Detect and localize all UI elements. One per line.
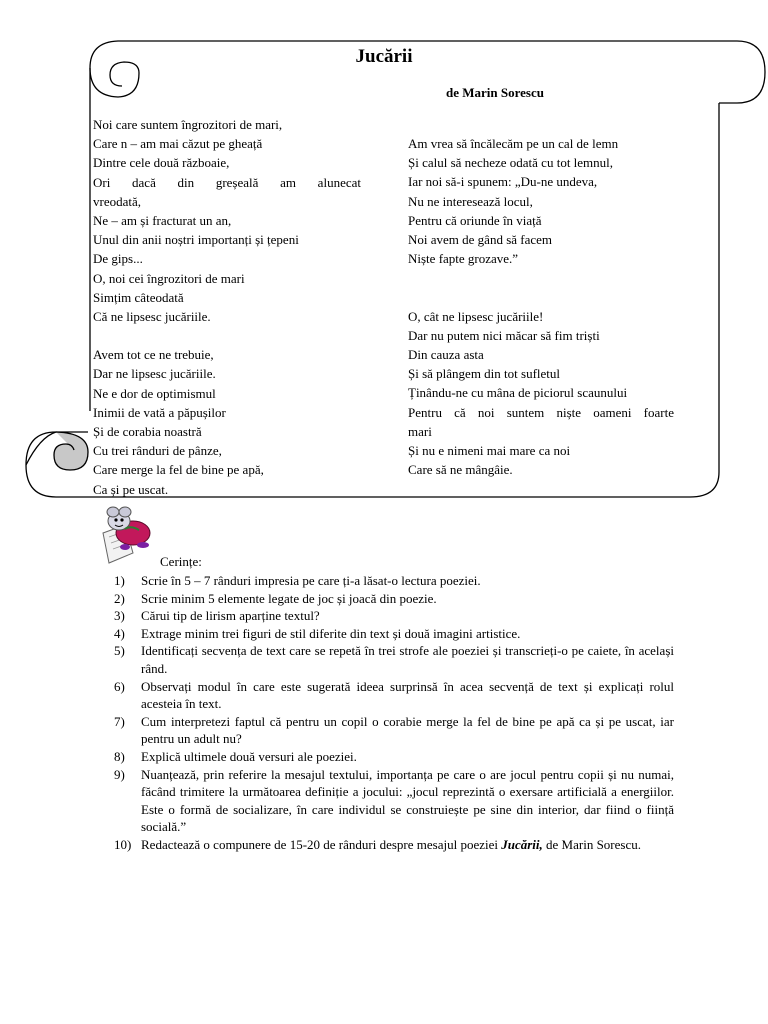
poem-line: Ca și pe uscat. bbox=[93, 481, 169, 497]
poem-line: Am vrea să încălecăm pe un cal de lemn bbox=[408, 136, 619, 151]
poem-line: Simțim câteodată bbox=[93, 289, 184, 305]
poem-line: Care n – am mai căzut pe gheață bbox=[93, 136, 263, 152]
requirement-item bbox=[114, 642, 674, 677]
poem-line: Și calul să necheze odată cu tot lemnul, bbox=[408, 155, 614, 171]
poem-line: Pentru că oriunde în viață bbox=[408, 212, 542, 228]
requirement-number: 7) bbox=[114, 713, 125, 729]
requirement-text: Extrage minim trei figuri de stil diferite din text și două imagini artistice. bbox=[141, 625, 521, 641]
requirement-number: 10) bbox=[114, 836, 132, 852]
requirement-number: 6) bbox=[114, 678, 125, 694]
requirement-number: 9) bbox=[114, 766, 125, 782]
poem-line: Dar nu putem nici măcar să fim triști bbox=[408, 327, 600, 343]
poem-line: Dintre cele două războaie, bbox=[93, 155, 230, 171]
poem-line: Care merge la fel de bine pe apă, bbox=[93, 462, 264, 478]
requirement-number: 2) bbox=[114, 590, 125, 606]
poem-line: vreodată, bbox=[93, 193, 142, 209]
requirement-number: 1) bbox=[114, 573, 125, 588]
requirement-item bbox=[114, 678, 674, 713]
requirement-text: Scrie minim 5 elemente legate de joc și joacă din poezie. bbox=[141, 590, 437, 606]
poem-line: Dar ne lipsesc jucăriile. bbox=[93, 366, 216, 382]
poem-line: Inimii de vată a păpușilor bbox=[93, 404, 226, 420]
requirement-item bbox=[114, 607, 674, 625]
requirement-text: Scrie în 5 – 7 rânduri impresia pe care ți-a lăsat-o lectura poeziei. bbox=[141, 573, 481, 588]
requirement-item bbox=[114, 572, 674, 590]
poem-line: O, noi cei îngrozitori de mari bbox=[93, 270, 245, 286]
poem-title-reference: Jucării, bbox=[501, 836, 543, 852]
requirement-number: 5) bbox=[114, 643, 125, 659]
poem-title: Jucării bbox=[355, 46, 413, 67]
poem-line: Unul din anii noștri importanți și țepeni bbox=[93, 232, 299, 248]
requirement-text-after: de Marin Sorescu. bbox=[542, 836, 641, 852]
poem-line: Cu trei rânduri de pânze, bbox=[93, 443, 222, 459]
poem-line: Și nu e nimeni mai mare ca noi bbox=[408, 443, 571, 458]
requirement-item bbox=[114, 713, 674, 748]
poem-author: de Marin Sorescu bbox=[446, 85, 544, 100]
poem-line: Iar noi să-i spunem: „Du-ne undeva, bbox=[408, 174, 598, 190]
requirement-item bbox=[114, 625, 674, 643]
requirement-text: Observați modul în care este sugerată ideea surprinsă în acea secvență de text și explicați rolul acesteia în text. bbox=[141, 678, 674, 712]
requirement-item bbox=[114, 590, 674, 608]
poem-line: Ne – am și fracturat un an, bbox=[93, 212, 232, 228]
poem-right-column bbox=[408, 134, 674, 479]
poem-line: Din cauza asta bbox=[408, 347, 484, 363]
poem-line: Avem tot ce ne trebuie, bbox=[93, 347, 214, 363]
requirement-text: Identificați secvența de text care se repetă în trei strofe ale poeziei și transcrieți-o pe caiete, în același rând. bbox=[141, 643, 674, 676]
poem-line: Care să ne mângâie. bbox=[408, 462, 513, 478]
poem-line: Nu ne interesează locul, bbox=[408, 193, 533, 209]
scroll-curl-shadow bbox=[54, 432, 88, 470]
requirements-list bbox=[114, 572, 674, 854]
poem-line: Niște fapte grozave.” bbox=[408, 251, 519, 267]
requirement-text: Cărui tip de lirism aparține textul? bbox=[141, 608, 320, 624]
requirement-text: Explică ultimele două versuri ale poeziei. bbox=[141, 748, 357, 764]
requirement-text: Cum interpretezi faptul că pentru un copil o corabie merge la fel de bine pe apă ca și pe uscat, iar pentru un adult nu? bbox=[141, 713, 674, 747]
requirements-heading: Cerințe: bbox=[160, 554, 202, 569]
stanza-break bbox=[408, 268, 674, 287]
poem-line: Și de corabia noastră bbox=[93, 424, 202, 439]
poem-line: Ținându-ne cu mâna de piciorul scaunului bbox=[408, 385, 628, 401]
requirement-text-before: Redactează o compunere de 15-20 de rânduri despre mesajul poeziei bbox=[141, 836, 502, 852]
requirement-item bbox=[114, 766, 674, 836]
cartoon-reading-character-icon bbox=[95, 503, 157, 569]
poem-line: Și să plângem din tot sufletul bbox=[408, 366, 561, 382]
requirement-number: 3) bbox=[114, 608, 125, 624]
poem-line: mari bbox=[408, 423, 432, 439]
poem-line: Noi avem de gând să facem bbox=[408, 231, 553, 247]
poem-line: Noi care suntem îngrozitori de mari, bbox=[93, 117, 283, 132]
stanza-break bbox=[408, 288, 674, 307]
requirement-text: Nuanțează, prin referire la mesajul textului, importanța pe care o are jocul pentru copii și nu numai, făcând trimitere la următoarea definiție a jocului: „jocul reprezintă o exersare artificială a energiilor. Este o formă de socializare, în care individul se construiește pe sine din interior, dar fiind o ființă socială.” bbox=[141, 766, 674, 835]
poem-line: De gips... bbox=[93, 251, 143, 267]
poem-line: Că ne lipsesc jucăriile. bbox=[93, 308, 211, 324]
poem-line: Ori dacă din greșeală am alunecat bbox=[93, 174, 361, 190]
requirement-number: 8) bbox=[114, 748, 125, 764]
poem-line: Pentru că noi suntem niște oameni foarte bbox=[408, 404, 674, 420]
stanza-break bbox=[93, 326, 361, 345]
requirement-text bbox=[141, 836, 674, 854]
poem-left-column bbox=[93, 115, 361, 499]
poem-line: Ne e dor de optimismul bbox=[93, 385, 216, 401]
requirement-item bbox=[114, 836, 674, 854]
poem-line: O, cât ne lipsesc jucăriile! bbox=[408, 308, 544, 324]
requirement-item bbox=[114, 748, 674, 766]
requirement-number: 4) bbox=[114, 625, 125, 641]
